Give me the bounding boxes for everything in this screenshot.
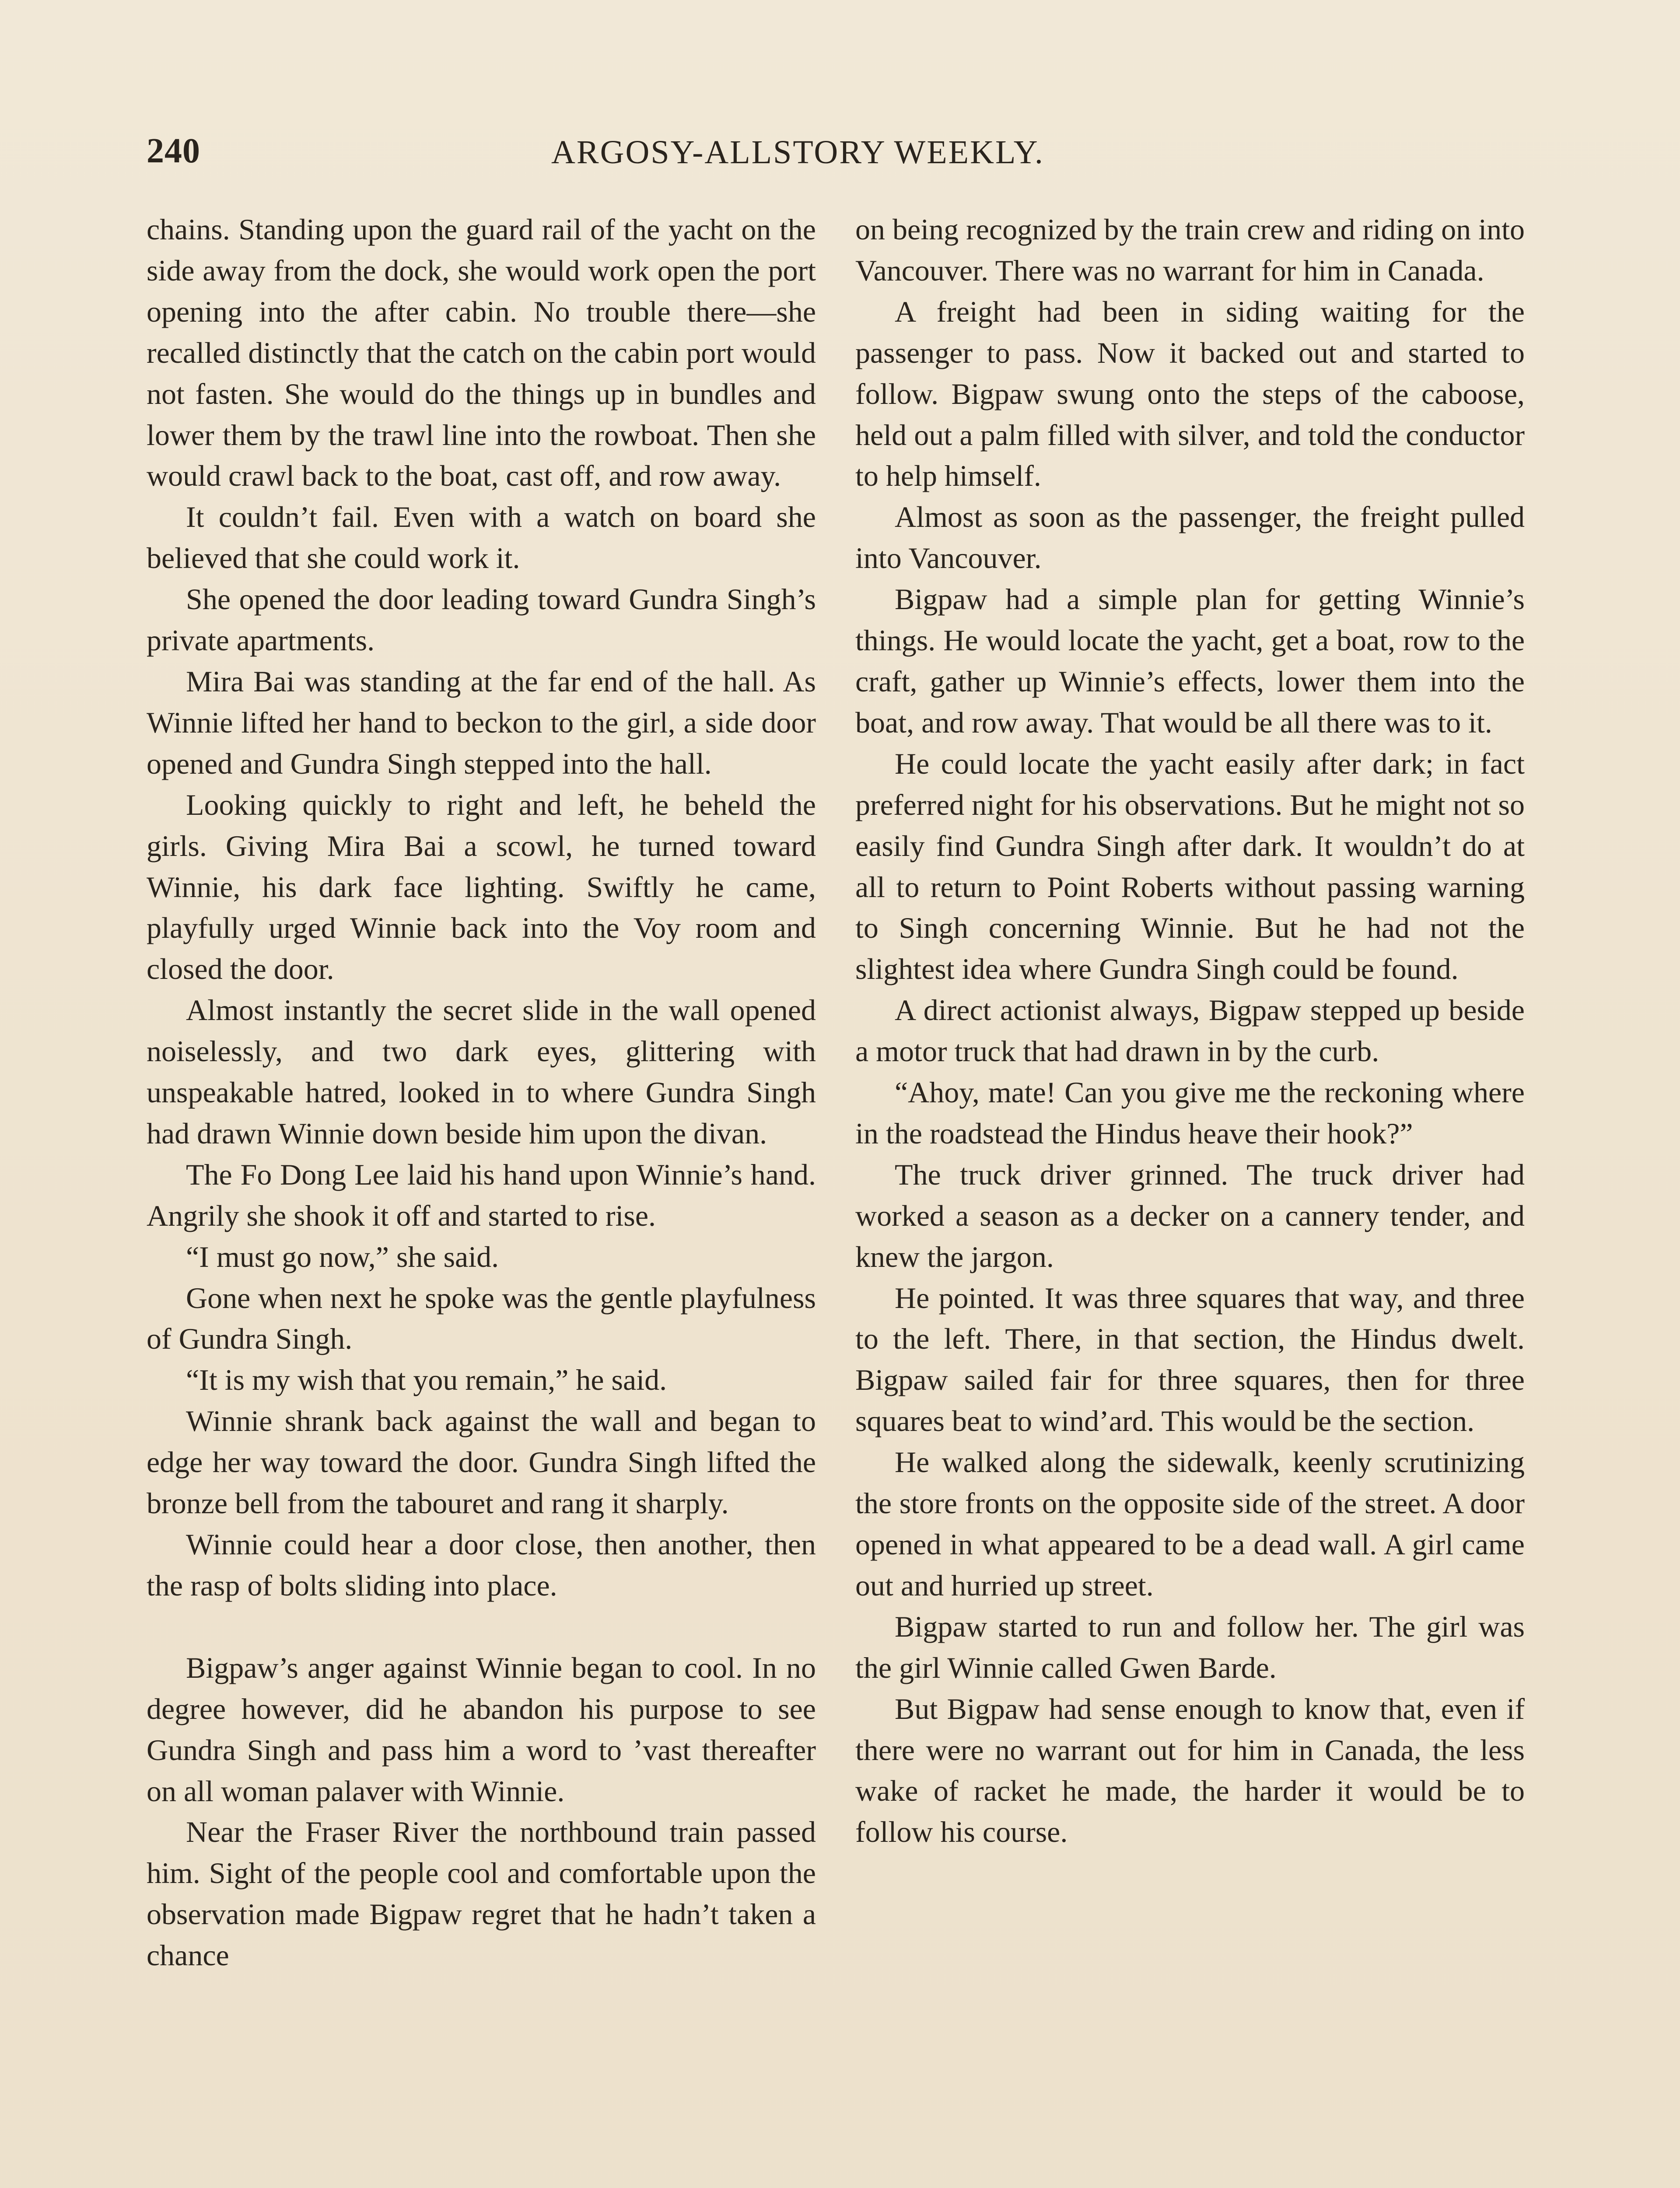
paragraph: on being recognized by the train crew and riding on into Vancouver. There was no warrant for him in Canada.	[855, 213, 1525, 287]
paragraph: Near the Fraser River the northbound train passed him. Sight of the people cool and comfortable upon the observation made Bigpaw regret that he hadn’t taken a chance	[147, 1815, 816, 1972]
paragraph: Looking quickly to right and left, he beheld the girls. Giving Mira Bai a scowl, he turned toward Winnie, his dark face lighting. Swiftly he came, playfully urged Winnie back into the Voy room and closed the door.	[147, 788, 816, 986]
paragraph: chains. Standing upon the guard rail of the yacht on the side away from the dock, she would work open the port opening into the after cabin. No trouble there—she recalled distinctly that the catch on the cabin port would not fasten. She would do the things up in bundles and lower them by the trawl line into the rowboat. Then she would crawl back to the boat, cast off, and row away.	[147, 213, 816, 493]
paragraph: Gone when next he spoke was the gentle playfulness of Gundra Singh.	[147, 1281, 816, 1356]
paragraph: It couldn’t fail. Even with a watch on board she believed that she could work it.	[147, 500, 816, 575]
paragraph: Winnie could hear a door close, then another, then the rasp of bolts sliding into place.	[147, 1528, 816, 1602]
paragraph: Bigpaw started to run and follow her. The girl was the girl Winnie called Gwen Barde.	[855, 1609, 1525, 1684]
paragraph: Almost as soon as the passenger, the freight pulled into Vancouver.	[855, 500, 1525, 575]
paragraph: The Fo Dong Lee laid his hand upon Winnie’s hand. Angrily she shook it off and started to rise.	[147, 1157, 816, 1232]
section-break-paragraph: Bigpaw’s anger against Winnie began to cool. In no degree however, did he abandon his purpose to see Gundra Singh and pass him a word to ’vast thereafter on all woman palaver with Winnie.	[147, 1651, 816, 1808]
paragraph: A freight had been in siding waiting for the passenger to pass. Now it backed out and started to follow. Bigpaw swung onto the steps of the caboose, held out a palm filled with silver, and told the conductor to help himself.	[855, 295, 1525, 493]
paragraph: A direct actionist always, Bigpaw stepped up beside a motor truck that had drawn in by the curb.	[855, 993, 1525, 1068]
paragraph: “Ahoy, mate! Can you give me the reckoning where in the roadstead the Hindus heave their hook?”	[855, 1076, 1525, 1150]
paragraph: Winnie shrank back against the wall and began to edge her way toward the door. Gundra Singh lifted the bronze bell from the tabouret and rang it sharply.	[147, 1404, 816, 1520]
paragraph: He could locate the yacht easily after dark; in fact preferred night for his observations. But he might not so easily find Gundra Singh after dark. It wouldn’t do at all to return to Point Roberts without passing warning to Singh concerning Winnie. But he had not the slightest idea where Gundra Singh could be found.	[855, 747, 1525, 986]
paragraph: She opened the door leading toward Gundra Singh’s private apartments.	[147, 582, 816, 657]
paragraph: Bigpaw had a simple plan for getting Winnie’s things. He would locate the yacht, get a boat, row to the craft, gather up Winnie’s effects, lower them into the boat, and row away. That would be all there was to it.	[855, 582, 1525, 739]
running-head: ARGOSY-ALLSTORY WEEKLY.	[551, 134, 1044, 171]
paragraph: “I must go now,” she said.	[186, 1240, 499, 1273]
paragraph: The truck driver grinned. The truck driver had worked a season as a decker on a cannery tender, and knew the jargon.	[855, 1157, 1525, 1273]
paragraph: Almost instantly the secret slide in the wall opened noiselessly, and two dark eyes, glittering with unspeakable hatred, looked in to where Gundra Singh had drawn Winnie down beside him upon the divan.	[147, 993, 816, 1150]
paragraph: Mira Bai was standing at the far end of the hall. As Winnie lifted her hand to beckon to the girl, a side door opened and Gundra Singh stepped into the hall.	[147, 664, 816, 780]
left-column	[147, 209, 816, 1976]
paragraph: “It is my wish that you remain,” he said.	[186, 1363, 667, 1397]
paragraph: He pointed. It was three squares that way, and three to the left. There, in that section, the Hindus dwelt. Bigpaw sailed fair for three squares, then for three squares beat to wind’ard. This would be the section.	[855, 1281, 1525, 1438]
paragraph: But Bigpaw had sense enough to know that, even if there were no warrant out for him in Canada, the less wake of racket he made, the harder it would be to follow his course.	[855, 1692, 1525, 1849]
paragraph: He walked along the sidewalk, keenly scrutinizing the store fronts on the opposite side of the street. A door opened in what appeared to be a dead wall. A girl came out and hurried up street.	[855, 1445, 1525, 1602]
right-column	[855, 209, 1525, 1853]
page-number: 240	[147, 132, 200, 170]
